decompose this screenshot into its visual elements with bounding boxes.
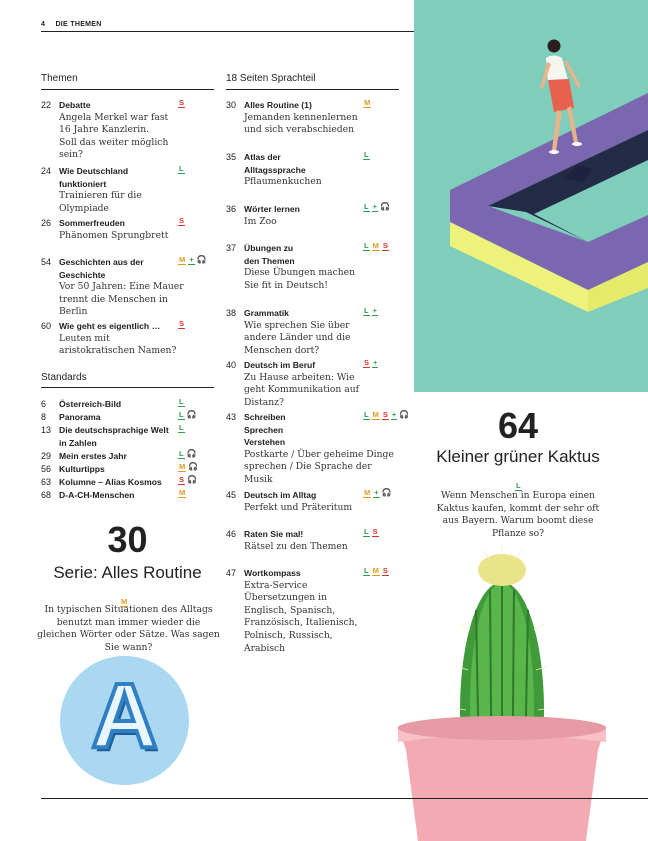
level-badges bbox=[363, 567, 389, 576]
level-badges bbox=[363, 528, 379, 537]
entry-title: Wie Deutschland funktioniert bbox=[59, 166, 129, 189]
entry-page: 43 bbox=[226, 412, 237, 422]
entry-desc: Phänomen Sprungbrett bbox=[59, 229, 169, 241]
entry-page: 46 bbox=[226, 529, 237, 539]
sprachteil-entry[interactable] bbox=[226, 567, 401, 655]
neon-a-letter: A bbox=[91, 665, 158, 767]
level-m-badge: M bbox=[179, 488, 186, 497]
entry-desc: Wie sprechen Sie über andere Länder und die Menschen dort? bbox=[244, 319, 351, 356]
header-rule bbox=[41, 31, 414, 32]
entry-desc: Perfekt und Präteritum bbox=[244, 501, 353, 513]
level-m-badge: M bbox=[372, 566, 379, 575]
level-badges bbox=[363, 411, 409, 420]
level-m-badge: M bbox=[179, 255, 186, 264]
feature-kaktus-number: 64 bbox=[497, 405, 539, 446]
sprachteil-entry[interactable] bbox=[226, 528, 401, 553]
feature-routine-number: 30 bbox=[107, 519, 148, 560]
themen-heading: Themen bbox=[41, 73, 78, 84]
sprachteil-heading: 18 Seiten Sprachteil bbox=[226, 73, 316, 84]
entry-title: Kolumne – Alias Kosmos bbox=[59, 477, 162, 487]
level-badges bbox=[178, 217, 185, 226]
level-badges bbox=[178, 476, 197, 485]
level-m-badge: M bbox=[364, 98, 371, 107]
entry-page: 26 bbox=[41, 218, 52, 228]
level-s-badge: S bbox=[364, 358, 370, 367]
level-badges bbox=[178, 424, 185, 433]
entry-desc: Im Zoo bbox=[244, 215, 277, 227]
entry-title: D-A-CH-Menschen bbox=[59, 490, 135, 500]
entry-page: 29 bbox=[41, 451, 52, 461]
entry-title: Geschichten aus der Geschichte bbox=[59, 257, 144, 280]
page-number: 4 bbox=[41, 21, 46, 28]
level-l-badge: L bbox=[516, 481, 521, 490]
themen-rule bbox=[41, 89, 214, 90]
entry-desc: Zu Hause arbeiten: Wie geht Kommunikation auf Distanz? bbox=[244, 371, 360, 408]
entry-desc: Vor 50 Jahren: Eine Mauer trennt die Menschen in Berlin bbox=[59, 281, 184, 318]
entry-desc: Pflaumenkuchen bbox=[244, 176, 322, 188]
entry-desc: Trainieren für die Olympiade bbox=[59, 190, 142, 214]
cactus-in-pot-image bbox=[390, 540, 615, 841]
standards-rule bbox=[41, 387, 214, 388]
isometric-path-illustration bbox=[414, 0, 648, 392]
entry-desc: Jemanden kennenlernen und sich verabschieden bbox=[244, 111, 358, 136]
level-l-badge: L bbox=[364, 150, 369, 159]
entry-page: 68 bbox=[41, 490, 52, 500]
entry-page: 6 bbox=[41, 399, 47, 409]
level-l-badge: L bbox=[179, 423, 184, 432]
level-s-badge: S bbox=[382, 410, 388, 419]
level-badges bbox=[363, 242, 389, 251]
level-l-badge: L bbox=[364, 306, 369, 315]
level-l-badge: L bbox=[364, 410, 369, 419]
headphones-icon: 🎧 bbox=[196, 255, 207, 264]
entry-page: 63 bbox=[41, 477, 52, 487]
level-badges bbox=[363, 151, 370, 160]
entry-page: 40 bbox=[226, 360, 237, 370]
headphones-icon: 🎧 bbox=[187, 475, 197, 484]
level-badges bbox=[363, 307, 378, 316]
entry-page: 13 bbox=[41, 425, 52, 435]
feature-routine-title[interactable]: Serie: Alles Routine bbox=[53, 563, 202, 582]
level-m-badge: M bbox=[372, 410, 379, 419]
level-badges bbox=[363, 203, 390, 212]
entry-desc: Postkarte / Über geheime Dinge sprechen / Die Sprache der Musik bbox=[244, 448, 394, 485]
level-s-badge: S bbox=[179, 216, 185, 225]
entry-title: Übungen zu den Themen bbox=[244, 243, 295, 266]
headphones-icon: 🎧 bbox=[186, 449, 197, 458]
entry-page: 30 bbox=[226, 100, 237, 110]
entry-page: 22 bbox=[41, 100, 52, 110]
themen-entry[interactable] bbox=[41, 320, 216, 358]
level-m-badge: M bbox=[364, 488, 371, 497]
section-title: DIE THEMEN bbox=[55, 21, 102, 28]
entry-page: 45 bbox=[226, 490, 237, 500]
entry-desc: Leuten mit aristokratischen Namen? bbox=[59, 332, 177, 357]
entry-title: Mein erstes Jahr bbox=[59, 451, 127, 461]
feature-routine-text: In typischen Situationen des Alltags benutzt man immer wieder die gleichen Wörter oder Sätze. Was sagen Sie wann? bbox=[37, 604, 220, 653]
sprachteil-entry[interactable] bbox=[226, 242, 401, 292]
level-badges bbox=[178, 463, 198, 472]
entry-page: 54 bbox=[41, 257, 52, 267]
level-badges bbox=[363, 359, 378, 368]
themen-entry[interactable] bbox=[41, 256, 216, 319]
headphones-icon: 🎧 bbox=[186, 410, 197, 419]
entry-title: Debatte bbox=[59, 100, 91, 110]
entry-title: Die deutschsprachige Welt in Zahlen bbox=[59, 425, 169, 448]
entry-title: Wortkompass bbox=[244, 568, 301, 578]
entry-title: Wörter lernen bbox=[244, 204, 300, 214]
level-badges bbox=[178, 450, 197, 459]
entry-title: Panorama bbox=[59, 412, 101, 422]
headphones-icon: 🎧 bbox=[379, 202, 390, 211]
level-s-badge: S bbox=[372, 527, 378, 536]
headphones-icon: 🎧 bbox=[381, 488, 392, 497]
plus-badge: + bbox=[372, 202, 377, 211]
level-l-badge: L bbox=[179, 449, 184, 458]
level-badges bbox=[178, 320, 185, 329]
level-badges bbox=[178, 411, 197, 420]
entry-page: 37 bbox=[226, 243, 237, 253]
sprachteil-entry[interactable] bbox=[226, 489, 401, 514]
entry-page: 56 bbox=[41, 464, 52, 474]
entry-title: Österreich-Bild bbox=[59, 399, 122, 409]
level-l-badge: L bbox=[179, 164, 184, 173]
entry-page: 47 bbox=[226, 568, 237, 578]
entry-desc: Diese Übungen machen Sie fit in Deutsch! bbox=[244, 267, 356, 291]
entry-title: Schreiben Sprechen Verstehen bbox=[244, 412, 286, 448]
level-s-badge: S bbox=[179, 98, 185, 107]
sprachteil-entry[interactable] bbox=[226, 307, 401, 357]
plus-badge: + bbox=[374, 488, 379, 497]
entry-title: Deutsch im Alltag bbox=[244, 490, 317, 500]
illustration-woman-walking bbox=[414, 0, 648, 392]
themen-entry[interactable] bbox=[41, 165, 216, 215]
plus-badge: + bbox=[391, 410, 397, 419]
entry-title: Atlas der Alltagssprache bbox=[244, 152, 306, 175]
level-s-badge: S bbox=[382, 566, 388, 575]
level-l-badge: L bbox=[364, 527, 369, 536]
entry-title: Raten Sie mal! bbox=[244, 529, 304, 539]
sprachteil-entry[interactable] bbox=[226, 410, 410, 487]
level-m-badge: M bbox=[372, 241, 379, 250]
entry-title: Wie geht es eigentlich … bbox=[59, 321, 161, 331]
entry-page: 60 bbox=[41, 321, 52, 331]
running-header bbox=[41, 21, 102, 28]
level-l-badge: L bbox=[364, 241, 369, 250]
level-badges bbox=[178, 489, 186, 498]
level-badges bbox=[178, 165, 185, 174]
level-m-badge: M bbox=[121, 597, 128, 606]
level-l-badge: L bbox=[179, 410, 184, 419]
level-badges bbox=[178, 256, 207, 265]
entry-desc: Rätsel zu den Themen bbox=[244, 540, 348, 552]
neon-letter-circle bbox=[60, 656, 189, 785]
entry-title: Deutsch im Beruf bbox=[244, 360, 316, 370]
sprachteil-entry[interactable] bbox=[226, 99, 401, 137]
level-badges bbox=[363, 489, 392, 498]
sprachteil-rule bbox=[226, 89, 399, 90]
feature-kaktus-title[interactable]: Kleiner grüner Kaktus bbox=[436, 447, 600, 466]
level-l-badge: L bbox=[364, 202, 369, 211]
level-s-badge: S bbox=[382, 241, 388, 250]
entry-page: 8 bbox=[41, 412, 47, 422]
themen-entry[interactable] bbox=[41, 217, 216, 242]
sprachteil-entry[interactable] bbox=[226, 151, 401, 189]
level-l-badge: L bbox=[179, 397, 184, 406]
themen-entry[interactable] bbox=[41, 99, 216, 162]
entry-title: Sommerfreuden bbox=[59, 218, 125, 228]
entry-page: 24 bbox=[41, 166, 52, 176]
plus-badge: + bbox=[189, 255, 194, 264]
level-badges bbox=[178, 398, 185, 407]
headphones-icon: 🎧 bbox=[399, 410, 410, 419]
plus-badge: + bbox=[373, 358, 378, 367]
feature-kaktus-text: Wenn Menschen in Europa einen Kaktus kaufen, kommt der sehr oft aus Bayern. Warum boomt diese Pflanze so? bbox=[436, 490, 600, 539]
plus-badge: + bbox=[372, 306, 377, 315]
level-m-badge: M bbox=[179, 462, 186, 471]
standards-heading: Standards bbox=[41, 372, 87, 383]
entry-page: 36 bbox=[226, 204, 237, 214]
sprachteil-entry[interactable] bbox=[226, 203, 401, 228]
entry-desc: Angela Merkel war fast 16 Jahre Kanzlerin. Soll das weiter möglich sein? bbox=[59, 111, 169, 161]
level-l-badge: L bbox=[364, 566, 369, 575]
entry-title: Kulturtipps bbox=[59, 464, 105, 474]
sprachteil-entry[interactable] bbox=[226, 359, 401, 409]
level-badges bbox=[363, 99, 371, 108]
level-badges bbox=[178, 99, 185, 108]
level-s-badge: S bbox=[179, 475, 185, 484]
entry-page: 38 bbox=[226, 308, 237, 318]
entry-title: Alles Routine (1) bbox=[244, 100, 312, 110]
entry-desc: Extra-Service Übersetzungen in Englisch, Spanisch, Französisch, Italienisch, Polnisch, Russisch, Arabisch bbox=[244, 579, 358, 654]
entry-title: Grammatik bbox=[244, 308, 289, 318]
level-s-badge: S bbox=[179, 319, 185, 328]
entry-page: 35 bbox=[226, 152, 237, 162]
headphones-icon: 🎧 bbox=[188, 462, 199, 471]
footer-rule bbox=[41, 798, 648, 799]
